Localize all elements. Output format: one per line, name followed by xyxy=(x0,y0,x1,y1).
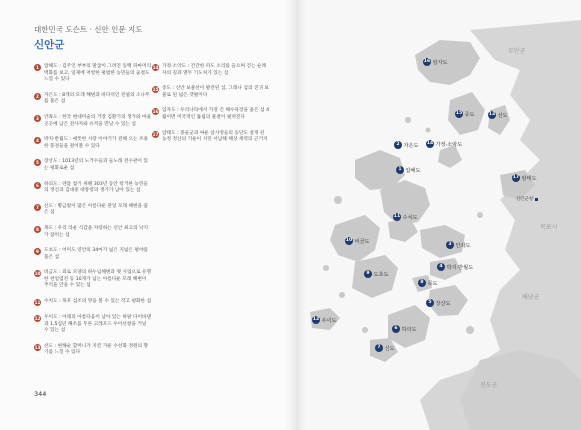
list-item xyxy=(34,159,152,172)
county-office-marker xyxy=(535,198,538,201)
island-gajeong xyxy=(438,145,462,168)
marker-number: 5 xyxy=(426,299,434,307)
list-item xyxy=(152,86,270,99)
marker-number: 13 xyxy=(488,112,496,117)
map-marker xyxy=(426,299,451,307)
item-text: 하의도 : 덴틀 참기 위해 303년 동안 항거한 농민들의 정신과 김대중 대통령의 생가가 남아 있는 섬 xyxy=(44,181,148,194)
marker-number: 16 xyxy=(423,59,431,64)
marker-number: 11 xyxy=(393,214,401,219)
map-marker xyxy=(437,263,473,271)
marker-label: 선도 xyxy=(497,112,508,119)
marker-number: 2 xyxy=(394,141,402,149)
list-item xyxy=(152,64,270,77)
item-text: 장산도 : 1013년의 노거수들과 들노래 전수관이 있는 평화로운 섬 xyxy=(44,159,148,171)
item-text: 선도 : 현해순 할머니가 지킨 가운 수선화 정원의 향기를 느낄 수 있다 xyxy=(44,343,149,356)
item-text: 임자도 : 우리나라에서 가장 긴 해수욕장을 품은 섬 4월이면 미국적인 튤립의 물결이 펼쳐진다 xyxy=(162,108,270,120)
item-number-badge: 1 xyxy=(34,64,41,71)
item-number-badge: 3 xyxy=(34,115,41,122)
item-number-badge: 4 xyxy=(34,137,41,144)
item-number-badge: 6 xyxy=(34,182,41,189)
item-number-badge: 9 xyxy=(34,248,41,255)
legend-column-left xyxy=(34,64,152,366)
item-number-badge: 14 xyxy=(152,65,159,70)
list-item xyxy=(34,182,152,195)
list-item xyxy=(34,315,152,335)
marker-label: 장산도 xyxy=(435,300,451,307)
marker-label: 자은도 xyxy=(403,142,419,149)
region-label: 목포시 xyxy=(540,224,558,231)
marker-number: 1 xyxy=(396,166,404,174)
item-text: 안좌도 : 한국 현대미술의 거장 김환기의 생가와 마을 곳곳에 남은 전사자와 유적을 만날 수 있는 섬 xyxy=(44,114,152,127)
marker-number: 6 xyxy=(392,325,400,333)
item-text: 가정·소악도 : 간간한 파도 소리를 들으며 걷는 순례자의 길과 열두 기도처가 있는 섬 xyxy=(162,64,267,76)
item-text: 도초도 : 어미도 연안의 34마가 넓은 지넓은 평야를 품은 섬 xyxy=(44,248,149,260)
marker-label: 하의도 xyxy=(401,326,417,333)
map-marker xyxy=(392,325,417,333)
marker-number: 3 xyxy=(446,241,454,249)
map-marker xyxy=(455,110,475,118)
page-title: 신안군 xyxy=(34,39,65,51)
page-number: 344 xyxy=(34,390,47,398)
marker-label: 압해도 xyxy=(405,167,421,174)
map-marker xyxy=(312,316,337,324)
map-marker xyxy=(446,241,471,249)
item-number-badge: 5 xyxy=(34,159,41,166)
region-label: 무안군 xyxy=(508,48,526,55)
marker-label: 임자도 xyxy=(432,59,448,66)
legend-column-right xyxy=(152,64,270,153)
item-text: 증도 : 신안 보물선이 발견된 섬, 그래나 섬의 진귀 보물로 된 넓은 갯벌이다 xyxy=(162,86,270,98)
list-item xyxy=(34,299,152,306)
marker-label: 목도 xyxy=(427,280,438,287)
map-marker xyxy=(423,58,448,66)
marker-number: 9 xyxy=(364,270,372,278)
map-marker xyxy=(394,141,419,149)
marker-label: 우이도 xyxy=(321,317,337,324)
marker-label: 도초도 xyxy=(373,271,389,278)
marker-number: 14 xyxy=(426,141,434,146)
map-marker xyxy=(396,166,421,174)
marker-number: 7 xyxy=(375,344,383,352)
item-text: 암태도 : 몽골군과 싸운 삼사정들의 동단도 살게 된 농정 정산의 기운이 서린 서남해 해상 세력의 근거지 xyxy=(162,130,268,143)
marker-label: 수치도 xyxy=(402,214,418,221)
map-marker xyxy=(364,270,389,278)
island-seon xyxy=(488,105,510,135)
map-marker xyxy=(418,279,438,287)
item-number-badge: 11 xyxy=(34,300,41,306)
marker-number: 8 xyxy=(418,279,426,287)
item-number-badge: 16 xyxy=(152,109,159,115)
list-item xyxy=(34,344,152,357)
list-item xyxy=(34,93,152,106)
item-number-badge: 13 xyxy=(34,344,41,350)
list-item xyxy=(34,204,152,217)
map-marker xyxy=(512,174,537,182)
marker-label: 암태도 xyxy=(521,175,537,182)
marker-label: 가정·소악도 xyxy=(435,141,463,148)
item-text: 우이도 : 아래의 아름다움이 남아 있는 하탈 다이바댄과 1,5십년 해조를 두른 고레포드 우이선창을 거닐 수 있는 섬 xyxy=(44,315,152,334)
marker-number: 4 xyxy=(437,263,445,271)
book-header: 대한민국 도슨트 · 신안 인문 지도 xyxy=(34,25,143,34)
list-item xyxy=(34,226,152,239)
item-number-badge: 17 xyxy=(152,131,159,137)
map-marker xyxy=(488,111,508,119)
item-text: 압해도 : 김주인 부부의 말굽이 그려진 동백 파마머리 벽화를 보고, 일제에 저항한 평범한 농민들의 숨결도 느낄 수 있다 xyxy=(44,64,152,83)
county-office-text: 신안군청 xyxy=(516,197,533,202)
marker-number: 12 xyxy=(312,317,320,322)
marker-number: 15 xyxy=(455,111,463,116)
marker-label: 신도 xyxy=(384,345,395,352)
marker-label: 비금도 xyxy=(354,238,370,245)
marker-label: 증도 xyxy=(464,111,475,118)
list-item xyxy=(152,108,270,121)
list-item xyxy=(152,131,270,144)
county-office-label xyxy=(516,196,538,202)
marker-label: 박지·반월도 xyxy=(446,264,474,271)
item-number-badge: 7 xyxy=(34,204,41,211)
item-number-badge: 15 xyxy=(152,87,159,93)
item-number-badge: 8 xyxy=(34,226,41,233)
item-text: 비금도 : 외로 모양의 하누넘해변과 옛 사업으로 유명한 천일염전 등 10개가 넘는 아름다운 모래 해변이 추억을 안을 수 있는 섬 xyxy=(44,270,152,289)
region-label: 진도군 xyxy=(480,382,498,389)
item-number-badge: 12 xyxy=(34,316,41,322)
list-item xyxy=(34,248,152,261)
item-text: 신도 : 황금빛이 많은 아름다운 관일 모래 해변을 품은 섬 xyxy=(44,203,149,216)
item-text: 목도 : 우리 라운 식감을 자랑하는 신안 최고의 낙지가 잡히는 섬 xyxy=(44,225,149,238)
item-number-badge: 2 xyxy=(34,93,41,100)
item-number-badge: 10 xyxy=(34,271,41,277)
marker-number: 10 xyxy=(345,238,353,243)
map-marker xyxy=(345,237,370,245)
map-marker xyxy=(393,213,418,221)
marker-number: 17 xyxy=(512,175,520,180)
book-gutter-shadow xyxy=(286,0,306,430)
region-label: 해남군 xyxy=(522,294,540,301)
marker-label: 안좌도 xyxy=(455,242,471,249)
item-text: 수치도 : 목포 섬조의 맛을 볼 수 있는 작고 평화한 섬 xyxy=(44,299,152,305)
item-text: 자은도 : 8개의 모래 해변과 바다석인 전설의 소나무를 품은 섬 xyxy=(44,92,150,105)
list-item xyxy=(34,137,152,150)
map-marker xyxy=(375,344,395,352)
item-text: 박지·반월도 : 애틋한 사랑 이야기가 전해 오는 조용한 풍경들을 걸어볼 수 있다 xyxy=(44,137,149,149)
map-marker xyxy=(426,140,462,148)
list-item xyxy=(34,115,152,128)
list-item xyxy=(34,270,152,290)
list-item xyxy=(34,64,152,84)
